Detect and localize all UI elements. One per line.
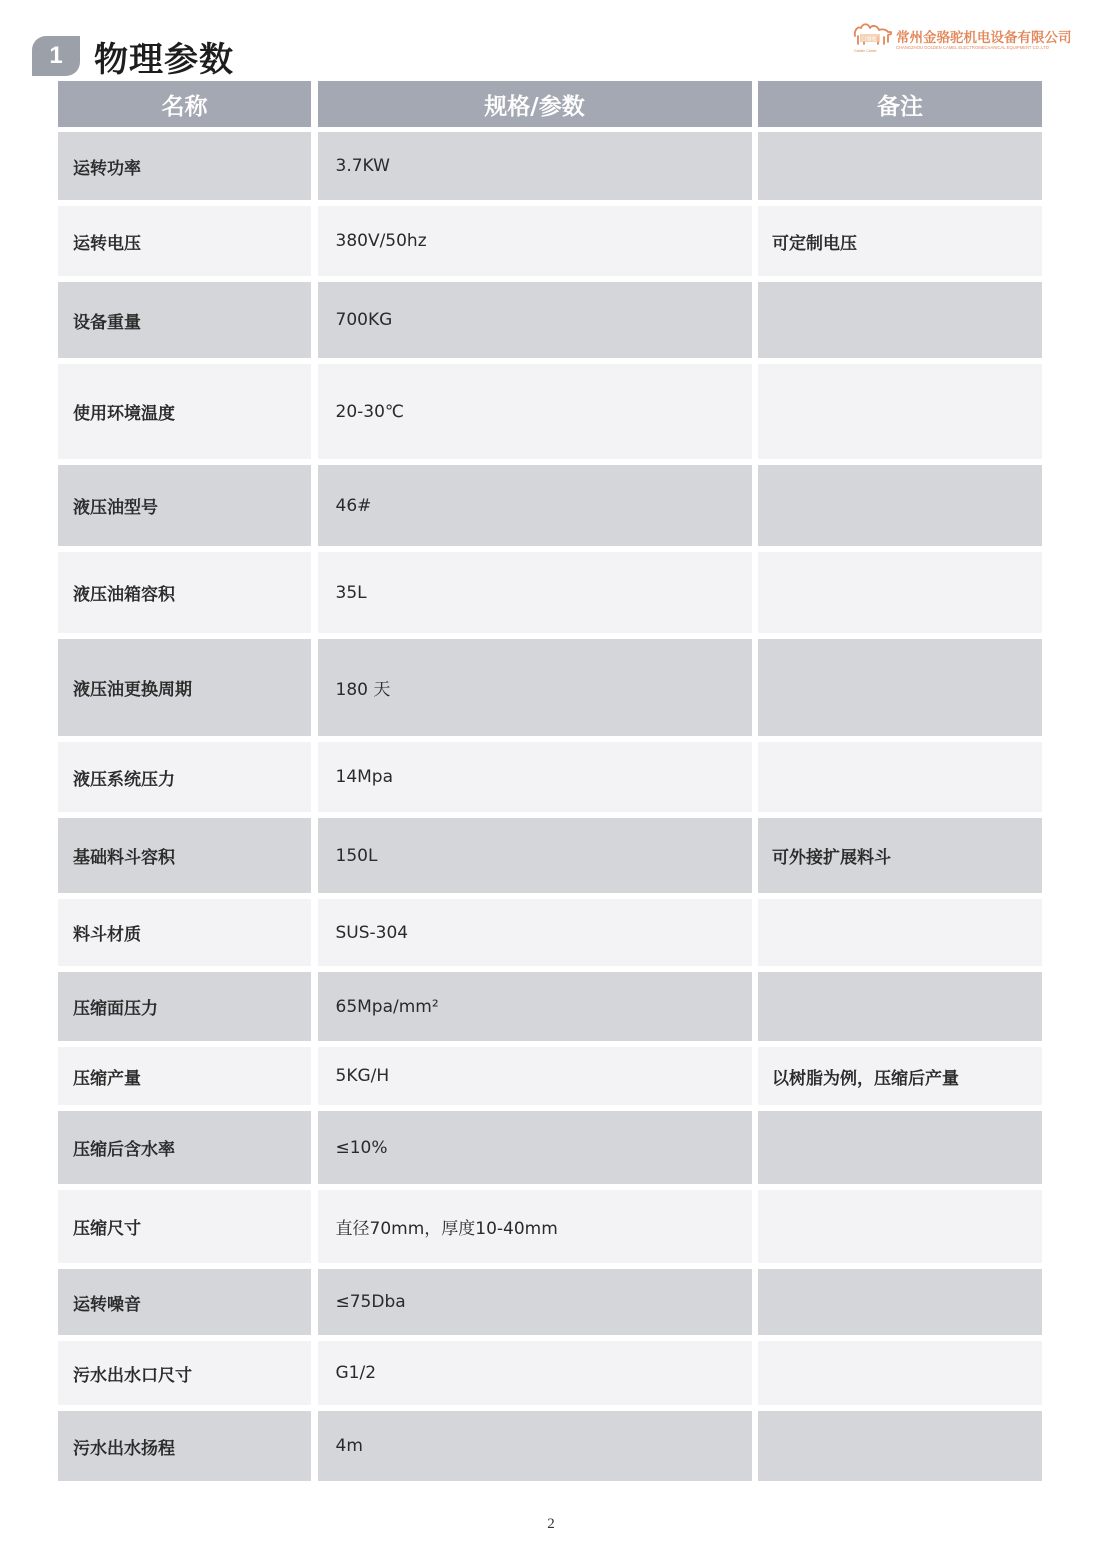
param-name-cell: 压缩产量 [58, 1047, 311, 1105]
param-note-cell [758, 639, 1042, 736]
param-spec-cell: ≤75Dba [318, 1269, 752, 1335]
param-name-cell: 压缩面压力 [58, 972, 311, 1041]
section-number-badge [32, 36, 80, 76]
param-name-cell: 基础料斗容积 [58, 818, 311, 893]
header-spec: 规格/参数 [318, 81, 752, 127]
header-name: 名称 [58, 81, 311, 127]
param-note-cell [758, 1411, 1042, 1481]
camel-logo-icon [852, 20, 894, 50]
param-note-cell: 以树脂为例，压缩后产量 [758, 1047, 1042, 1105]
param-name-cell: 运转噪音 [58, 1269, 311, 1335]
param-note-cell [758, 1190, 1042, 1263]
param-note-cell: 可定制电压 [758, 206, 1042, 276]
param-name-cell: 液压油箱容积 [58, 552, 311, 633]
section-title: 物理参数 [94, 40, 234, 80]
param-note-cell: 可外接扩展料斗 [758, 818, 1042, 893]
param-name-cell: 污水出水扬程 [58, 1411, 311, 1481]
param-spec-cell: 3.7KW [318, 132, 752, 200]
page-number: 2 [547, 1516, 555, 1532]
param-name-cell: 压缩尺寸 [58, 1190, 311, 1263]
table-row [58, 1190, 1042, 1263]
table-row [58, 1047, 1042, 1105]
table-row [58, 552, 1042, 633]
param-spec-cell: 35L [318, 552, 752, 633]
table-row [58, 206, 1042, 276]
table-row [58, 465, 1042, 546]
param-name-cell: 液压系统压力 [58, 742, 311, 812]
param-spec-cell: 20-30℃ [318, 364, 752, 459]
section-number: 1 [49, 42, 63, 69]
table-row [58, 282, 1042, 358]
param-name-cell: 运转电压 [58, 206, 311, 276]
param-note-cell [758, 972, 1042, 1041]
param-spec-cell: 150L [318, 818, 752, 893]
table-row [58, 364, 1042, 459]
table-row [58, 1111, 1042, 1184]
company-logo [852, 20, 1074, 54]
param-spec-cell: SUS-304 [318, 899, 752, 966]
param-name-cell: 设备重量 [58, 282, 311, 358]
param-spec-cell: 4m [318, 1411, 752, 1481]
param-name-cell: 液压油更换周期 [58, 639, 311, 736]
param-note-cell [758, 282, 1042, 358]
param-spec-cell: 180 天 [318, 639, 752, 736]
param-note-cell [758, 1341, 1042, 1405]
param-spec-cell: ≤10% [318, 1111, 752, 1184]
param-name-cell: 压缩后含水率 [58, 1111, 311, 1184]
param-name-cell: 液压油型号 [58, 465, 311, 546]
company-name-en: CHANGZHOU GOLDEN CAMEL ELECTROMECHANICAL EQUIPMENT CO.,LTD [896, 45, 1049, 50]
param-spec-cell: G1/2 [318, 1341, 752, 1405]
table-row [58, 639, 1042, 736]
param-spec-cell: 700KG [318, 282, 752, 358]
table-row [58, 1269, 1042, 1335]
param-name-cell: 料斗材质 [58, 899, 311, 966]
header-note: 备注 [758, 81, 1042, 127]
param-name-cell: 使用环境温度 [58, 364, 311, 459]
param-note-cell [758, 1269, 1042, 1335]
table-row [58, 899, 1042, 966]
logo-mark-subtext: Golden Camel [854, 49, 877, 53]
param-note-cell [758, 899, 1042, 966]
param-spec-cell: 380V/50hz [318, 206, 752, 276]
logo-mark-text: 金骆驼 [861, 36, 877, 43]
param-note-cell [758, 465, 1042, 546]
param-spec-cell: 46# [318, 465, 752, 546]
param-spec-cell: 5KG/H [318, 1047, 752, 1105]
table-header [58, 81, 1042, 127]
param-spec-cell: 65Mpa/mm² [318, 972, 752, 1041]
param-name-cell: 运转功率 [58, 132, 311, 200]
company-name-cn: 常州金骆驼机电设备有限公司 [896, 30, 1072, 46]
param-name-cell: 污水出水口尺寸 [58, 1341, 311, 1405]
table-row [58, 742, 1042, 812]
table-row [58, 818, 1042, 893]
param-note-cell [758, 364, 1042, 459]
param-note-cell [758, 552, 1042, 633]
table-row [58, 1411, 1042, 1481]
table-body [58, 132, 1042, 1481]
param-spec-cell: 14Mpa [318, 742, 752, 812]
param-note-cell [758, 742, 1042, 812]
physical-parameters-table [58, 81, 1042, 1487]
table-row [58, 132, 1042, 200]
param-note-cell [758, 1111, 1042, 1184]
param-spec-cell: 直径70mm，厚度10-40mm [318, 1190, 752, 1263]
table-row [58, 972, 1042, 1041]
param-note-cell [758, 132, 1042, 200]
table-row [58, 1341, 1042, 1405]
